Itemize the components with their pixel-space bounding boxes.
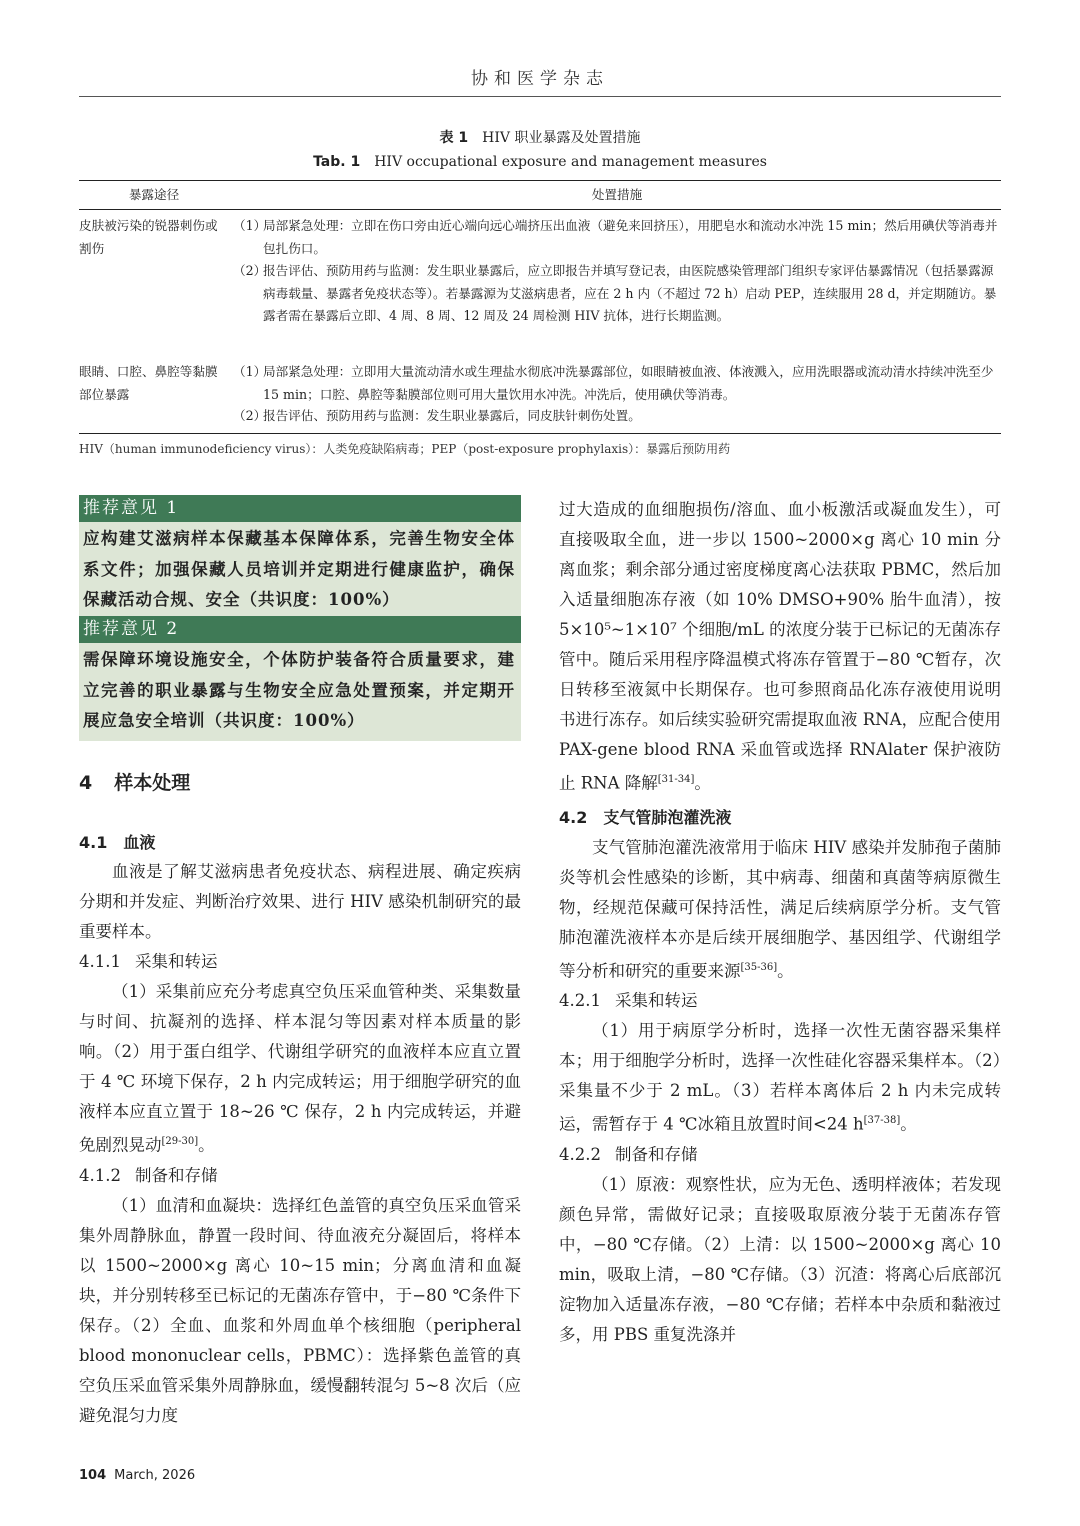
paragraph: （1）采集前应充分考虑真空负压采血管种类、采集数量与时间、抗凝剂的选择、样本混匀等因素对样本质量的影响。（2）用于蛋白组学、代谢组学研究的血液样本应直立置于 4 ℃ 环境下保存，2 h 内完成转运；用于细胞学研究的血液样本应直立置于 18~26 ℃ 保存，2 h 内完成转运，并避免剧烈晃动[29-30]。 bbox=[79, 982, 521, 1155]
subsection-number: 4.2 bbox=[559, 807, 588, 827]
recommendation-title: 推荐意见 1 bbox=[79, 495, 521, 522]
paragraph: （1）用于病原学分析时，选择一次性无菌容器采集样本；用于细胞学分析时，选择一次性硅化容器采集样本。（2）采集量不少于 2 mL。（3）若样本离体后 2 h 内未完成转运，需暂存于 4 ℃冰箱且放置时间<24 h[37-38]。 bbox=[559, 1021, 1001, 1134]
paragraph: 过大造成的血细胞损伤/溶血、血小板激活或凝血发生），可直接吸取全血，进一步以 1500~2000×g 离心 10 min 分离血浆；剩余部分通过密度梯度离心法获取 PBMC，然后加入适量细胞冻存液（如 10% DMSO+90% 胎牛血清），按 5×10⁵~1×10⁷ 个细胞/mL 的浓度分装于已标记的无菌冻存管中。随后采用程序降温模式将冻存管置于−80 ℃暂存，次日转移至液氮中长期保存。也可参照商品化冻存液使用说明书进行冻存。如后续实验研究需提取血液 RNA，应配合使用 PAX-gene blood RNA 采血管或选择 RNAlater 保护液防止 RNA 降解[31-34]。 bbox=[559, 500, 1001, 793]
table-cell-route: 皮肤被污染的锐器刺伤或割伤 bbox=[79, 218, 218, 256]
table-title-cn: HIV 职业暴露及处置措施 bbox=[482, 130, 641, 146]
subsection-heading bbox=[559, 803, 1001, 833]
table-title-en: HIV occupational exposure and management measures bbox=[374, 154, 767, 170]
table-footnote: HIV（human immunodeficiency virus）：人类免疫缺陷病毒；PEP（post-exposure prophylaxis）：暴露后预防用药 bbox=[79, 442, 731, 456]
recommendation-body: 应构建艾滋病样本保藏基本保障体系，完善生物安全体系文件；加强保藏人员培训并定期进行健康监护，确保保藏活动合规、安全（共识度：100%） bbox=[79, 522, 521, 620]
header-divider bbox=[79, 96, 1001, 97]
heading-title: 采集和转运 bbox=[614, 991, 698, 1010]
subsubsection-heading bbox=[79, 1161, 521, 1191]
citation: [37-38] bbox=[863, 1115, 901, 1126]
heading-title: 制备和存储 bbox=[614, 1144, 698, 1164]
subsubsection-heading bbox=[79, 947, 521, 977]
recommendation-title: 推荐意见 2 bbox=[79, 616, 521, 643]
table-header-measures: 处置措施 bbox=[591, 187, 643, 202]
table-cell-measure: 报告评估、预防用药与监测：发生职业暴露后，同皮肤针刺伤处置。 bbox=[263, 408, 641, 423]
citation: [35-36] bbox=[740, 961, 778, 973]
table-item-number: （2） bbox=[233, 263, 267, 278]
subsubsection-heading bbox=[559, 1140, 1001, 1170]
paragraph: 支气管肺泡灌洗液常用于临床 HIV 感染并发肺孢子菌肺炎等机会性感染的诊断，其中病毒、细菌和真菌等病原微生物，经规范保藏可保持活性，满足后续病原学分析。支气管肺泡灌洗液样本亦是后续开展细胞学、基因组学、代谢组学等分析和研究的重要来源[35-36]。 bbox=[559, 837, 1001, 980]
paragraph-text: （1）用于病原学分析时，选择一次性无菌容器采集样本；用于细胞学分析时，选择一次性硅化容器采集样本。（2）采集量不少于 2 mL。（3）若样本离体后 2 h 内未完成转运，需暂存于 4 ℃冰箱且放置时间<24 h bbox=[559, 1021, 1001, 1134]
heading-title: 采集和转运 bbox=[134, 952, 218, 971]
recommendation-body: 需保障环境设施安全，个体防护装备符合质量要求，建立完善的职业暴露与生物安全应急处置预案，并定期开展应急安全培训（共识度：100%） bbox=[79, 643, 521, 741]
paragraph: （1）原液：观察性状，应为无色、透明样液体；若发现颜色异常，需做好记录；直接吸取原液分装于无菌冻存管中，−80 ℃存储。（2）上清：以 1500~2000×g 离心 10 min，吸取上清，−80 ℃存储。（3）沉渣：将离心后底部沉淀物加入适量冻存液，−80 ℃存储；若样本中杂质和黏液过多，用 PBS 重复洗涤并 bbox=[559, 1174, 1001, 1344]
table-header-route: 暴露途径 bbox=[128, 187, 180, 202]
table-header-rule bbox=[79, 209, 1001, 210]
citation: [31-34] bbox=[657, 774, 695, 785]
heading-number: 4.2.1 bbox=[559, 991, 601, 1010]
right-column-body bbox=[559, 495, 1001, 1350]
recommendation-box-2 bbox=[79, 616, 521, 741]
heading-number: 4.1.2 bbox=[79, 1165, 121, 1185]
table-cell-measure: 局部紧急处理：立即在伤口旁由近心端向远心端挤压出血液（避免来回挤压），用肥皂水和流动水冲洗 15 min；然后用碘伏等消毒并包扎伤口。 bbox=[263, 218, 998, 256]
paragraph-text: 支气管肺泡灌洗液常用于临床 HIV 感染并发肺孢子菌肺炎等机会性感染的诊断，其中病毒、细菌和真菌等病原微生物，经规范保藏可保持活性，满足后续病原学分析。支气管肺泡灌洗液样本亦是后续开展细胞学、基因组学、代谢组学等分析和研究的重要来源 bbox=[559, 837, 1001, 980]
recommendation-box-1 bbox=[79, 495, 521, 620]
journal-title: 协和医学杂志 bbox=[471, 69, 609, 89]
paragraph: （1）血清和血凝块：选择红色盖管的真空负压采血管采集外周静脉血，静置一段时间、待血液充分凝固后，将样本以 1500~2000×g 离心 10~15 min；分离血清和血凝块，并分别转移至已标记的无菌冻存管中，于−80 ℃条件下保存。（2）全血、血浆和外周血单个核细胞（peripheral blood mononuclear cells，PBMC）：选择紫色盖管的真空负压采血管采集外周静脉血，缓慢翻转混匀 5~8 次后（应避免混匀力度 bbox=[79, 1195, 521, 1425]
subsection-number: 4.1 bbox=[79, 833, 108, 852]
heading-number: 4.1.1 bbox=[79, 952, 121, 971]
issue-date: March, 2026 bbox=[114, 1468, 196, 1483]
section-heading bbox=[79, 768, 190, 795]
table-item-number: （1） bbox=[233, 218, 267, 233]
subsection-heading bbox=[79, 830, 155, 853]
table-caption-cn bbox=[0, 127, 1080, 147]
paragraph-text: 过大造成的血细胞损伤/溶血、血小板激活或凝血发生），可直接吸取全血，进一步以 1500~2000×g 离心 10 min 分离血浆；剩余部分通过密度梯度离心法获取 PBMC，然后加入适量细胞冻存液（如 10% DMSO+90% 胎牛血清），按 5×10⁵~1×10⁷ 个细胞/mL 的浓度分装于已标记的无菌冻存管中。随后采用程序降温模式将冻存管置于−80 ℃暂存，次日转移至液氮中长期保存。也可参照商品化冻存液使用说明书进行冻存。如后续实验研究需提取血液 RNA，应配合使用 PAX-gene blood RNA 采血管或选择 RNAlater 保护液防止 RNA 降解 bbox=[559, 500, 1001, 793]
paragraph: 血液是了解艾滋病患者免疫状态、病程进展、确定疾病分期和并发症、判断治疗效果、进行 HIV 感染机制研究的最重要样本。 bbox=[79, 862, 521, 941]
page-number: 104 bbox=[79, 1468, 107, 1483]
table-label-en: Tab. 1 bbox=[313, 154, 361, 170]
section-number: 4 bbox=[79, 772, 93, 794]
table-bottom-rule bbox=[79, 433, 1001, 434]
left-column-body bbox=[79, 857, 521, 1431]
citation: [29-30] bbox=[161, 1136, 199, 1147]
table-top-rule bbox=[79, 180, 1001, 181]
table-item-number: （2） bbox=[233, 408, 267, 423]
table-cell-measure: 局部紧急处理：立即用大量流动清水或生理盐水彻底冲洗暴露部位，如眼睛被血液、体液溅入，应用洗眼器或流动清水持续冲洗至少 15 min；口腔、鼻腔等黏膜部位则可用大量饮用水冲洗。冲洗后，使用碘伏等消毒。 bbox=[263, 364, 994, 402]
table-label-cn: 表 1 bbox=[439, 130, 469, 146]
table-cell-route: 眼睛、口腔、鼻腔等黏膜部位暴露 bbox=[79, 364, 218, 402]
section-title: 样本处理 bbox=[114, 772, 191, 794]
heading-title: 制备和存储 bbox=[134, 1165, 218, 1185]
subsection-title: 支气管肺泡灌洗液 bbox=[603, 807, 732, 827]
paragraph-text: （1）采集前应充分考虑真空负压采血管种类、采集数量与时间、抗凝剂的选择、样本混匀等因素对样本质量的影响。（2）用于蛋白组学、代谢组学研究的血液样本应直立置于 4 ℃ 环境下保存，2 h 内完成转运；用于细胞学研究的血液样本应直立置于 18~26 ℃ 保存，2 h 内完成转运，并避免剧烈晃动 bbox=[79, 982, 521, 1155]
table-item-number: （1） bbox=[233, 364, 267, 379]
subsubsection-heading bbox=[559, 986, 1001, 1016]
table-caption-en bbox=[0, 154, 1080, 170]
heading-number: 4.2.2 bbox=[559, 1144, 601, 1164]
subsection-title: 血液 bbox=[123, 833, 156, 852]
table-cell-measure: 报告评估、预防用药与监测：发生职业暴露后，应立即报告并填写登记表，由医院感染管理部门组织专家评估暴露情况（包括暴露源病毒载量、暴露者免疫状态等）。若暴露源为艾滋病患者，应在 2 h 内（不超过 72 h）启动 PEP，连续服用 28 d，并定期随访。暴露者需在暴露后立即、4 周、8 周、12 周及 24 周检测 HIV 抗体，进行长期监测。 bbox=[263, 263, 997, 323]
page-footer bbox=[79, 1468, 195, 1483]
